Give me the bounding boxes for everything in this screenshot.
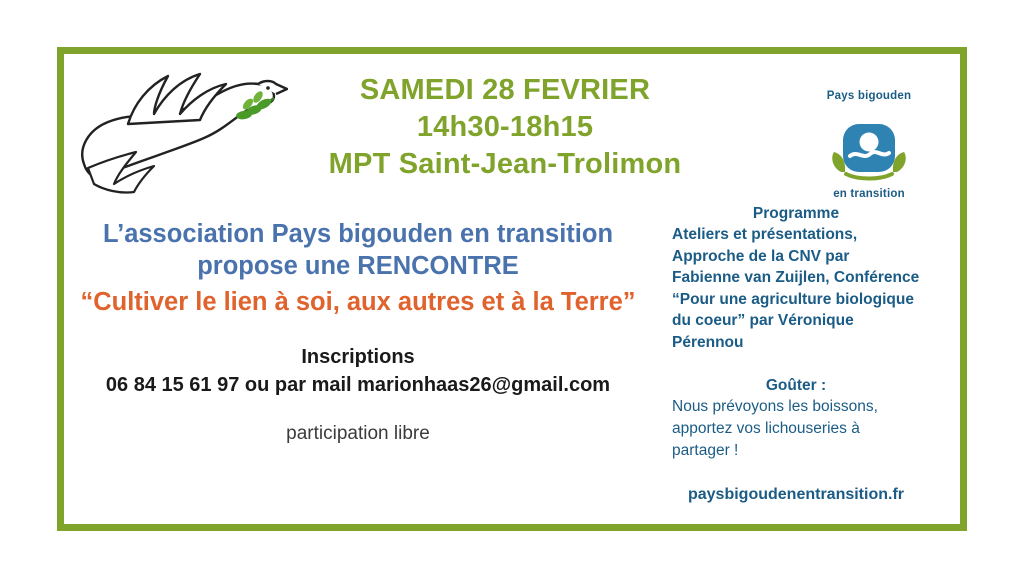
event-theme-title: “Cultiver le lien à soi, aux autres et à la Terre” bbox=[80, 288, 636, 316]
main-text-block bbox=[78, 218, 638, 446]
event-header bbox=[270, 72, 740, 183]
organization-logo bbox=[800, 88, 938, 204]
event-time: 14h30-18h15 bbox=[416, 111, 594, 143]
programme-block bbox=[672, 203, 920, 504]
event-venue: MPT Saint-Jean-Trolimon bbox=[328, 148, 682, 180]
sun-over-water-leaves-logo-mark bbox=[832, 124, 906, 179]
logo-text-bottom: en transition bbox=[833, 188, 905, 200]
event-date: SAMEDI 28 FEVRIER bbox=[359, 74, 651, 106]
dove-with-olive-branch-icon bbox=[68, 52, 288, 202]
registration-heading: Inscriptions bbox=[301, 346, 415, 368]
programme-heading: Programme bbox=[752, 205, 840, 222]
gouter-details: Nous prévoyons les boissons, apportez vos lichouseries à partager ! bbox=[672, 398, 878, 459]
logo-text-top: Pays bigouden bbox=[826, 90, 912, 102]
website-link[interactable]: paysbigoudenentransition.fr bbox=[687, 486, 904, 503]
registration-contact: 06 84 15 61 97 ou par mail marionhaas26@gmail.com bbox=[105, 374, 611, 396]
participation-note: participation libre bbox=[286, 423, 430, 444]
programme-details: Ateliers et présentations, Approche de la CNV par Fabienne van Zuijlen, Conférence “Pour une agriculture biologique du coeur” par Véronique Pérennou bbox=[672, 226, 920, 351]
gouter-heading: Goûter : bbox=[765, 377, 827, 394]
association-intro-text: L’association Pays bigouden en transition propose une RENCONTRE bbox=[102, 220, 614, 280]
